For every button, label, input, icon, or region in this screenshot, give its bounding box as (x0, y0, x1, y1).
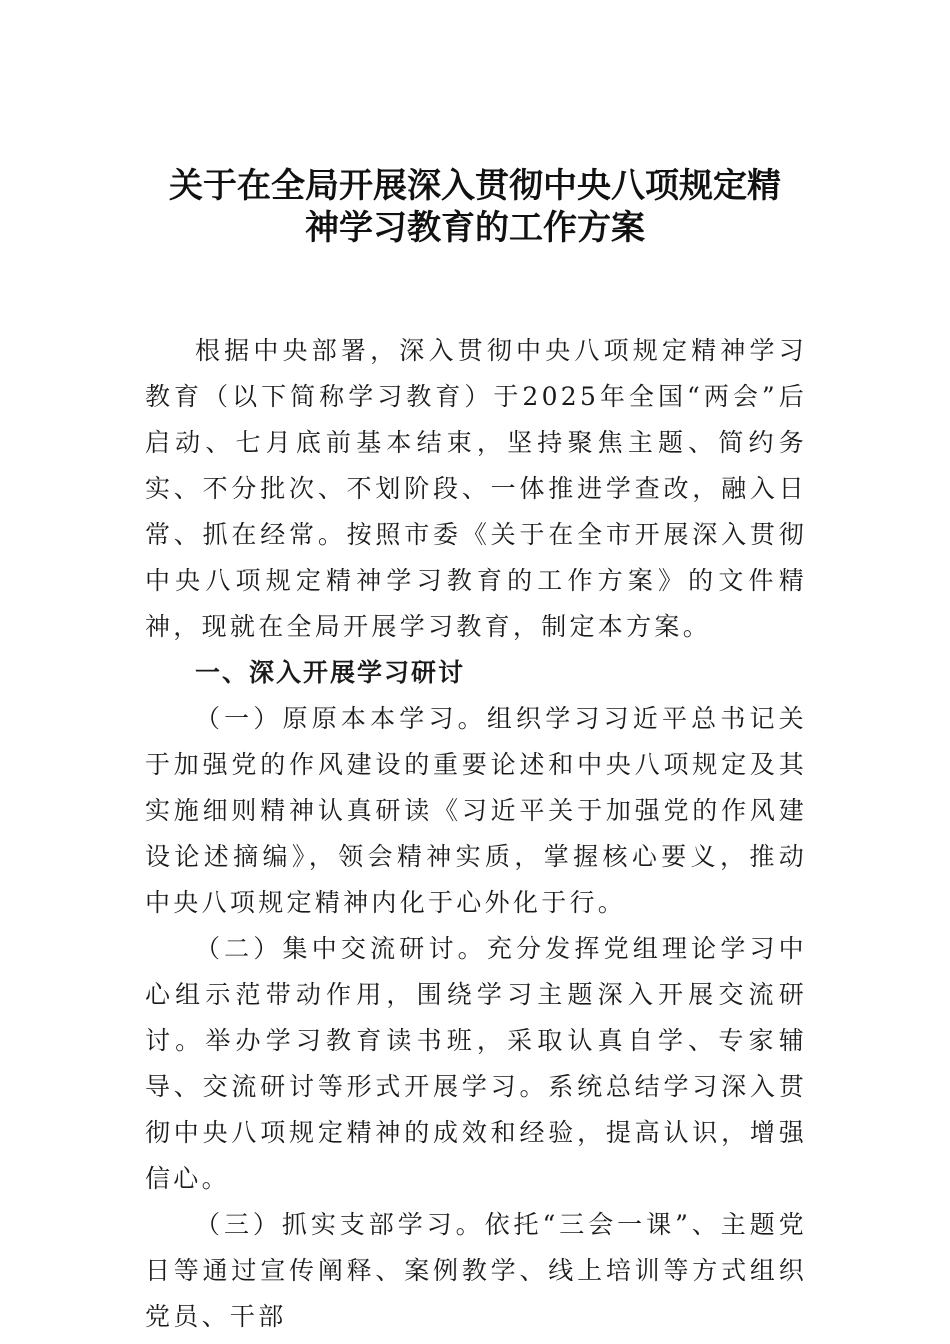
document-body (145, 328, 807, 1340)
list-item (145, 696, 807, 926)
item-text: 依托“三会一课”、主题党日等通过宣传阐释、案例教学、线上培训等方式组织党员、干部 (145, 1210, 807, 1331)
document-title-line-2: 神学习教育的工作方案 (305, 208, 645, 248)
document-title-line-1: 关于在全局开展深入贯彻中央八项规定精 (169, 166, 781, 206)
section-heading: 一、深入开展学习研讨 (195, 658, 466, 687)
list-item (145, 926, 807, 1202)
list-item (145, 1202, 807, 1340)
item-lead: （三）抓实支部学习。 (195, 1210, 485, 1239)
item-lead: （二）集中交流研讨。 (195, 934, 487, 963)
item-lead: （一）原原本本学习。 (195, 704, 487, 733)
intro-paragraph: 根据中央部署，深入贯彻中央八项规定精神学习教育（以下简称学习教育）于2025年全国“两会”后启动、七月底前基本结束，坚持聚焦主题、简约务实、不分批次、不划阶段、一体推进学查改，融入日常、抓在经常。按照市委《关于在全市开展深入贯彻中央八项规定精神学习教育的工作方案》的文件精神，现就在全局开展学习教育，制定本方案。 (145, 336, 807, 641)
item-text: 充分发挥党组理论学习中心组示范带动作用，围绕学习主题深入开展交流研讨。举办学习教育读书班，采取认真自学、专家辅导、交流研讨等形式开展学习。系统总结学习深入贯彻中央八项规定精神的成效和经验，提高认识，增强信心。 (145, 934, 807, 1193)
item-text: 组织学习习近平总书记关于加强党的作风建设的重要论述和中央八项规定及其实施细则精神认真研读《习近平关于加强党的作风建设论述摘编》，领会精神实质，掌握核心要义，推动中央八项规定精神内化于心外化于行。 (145, 704, 807, 917)
